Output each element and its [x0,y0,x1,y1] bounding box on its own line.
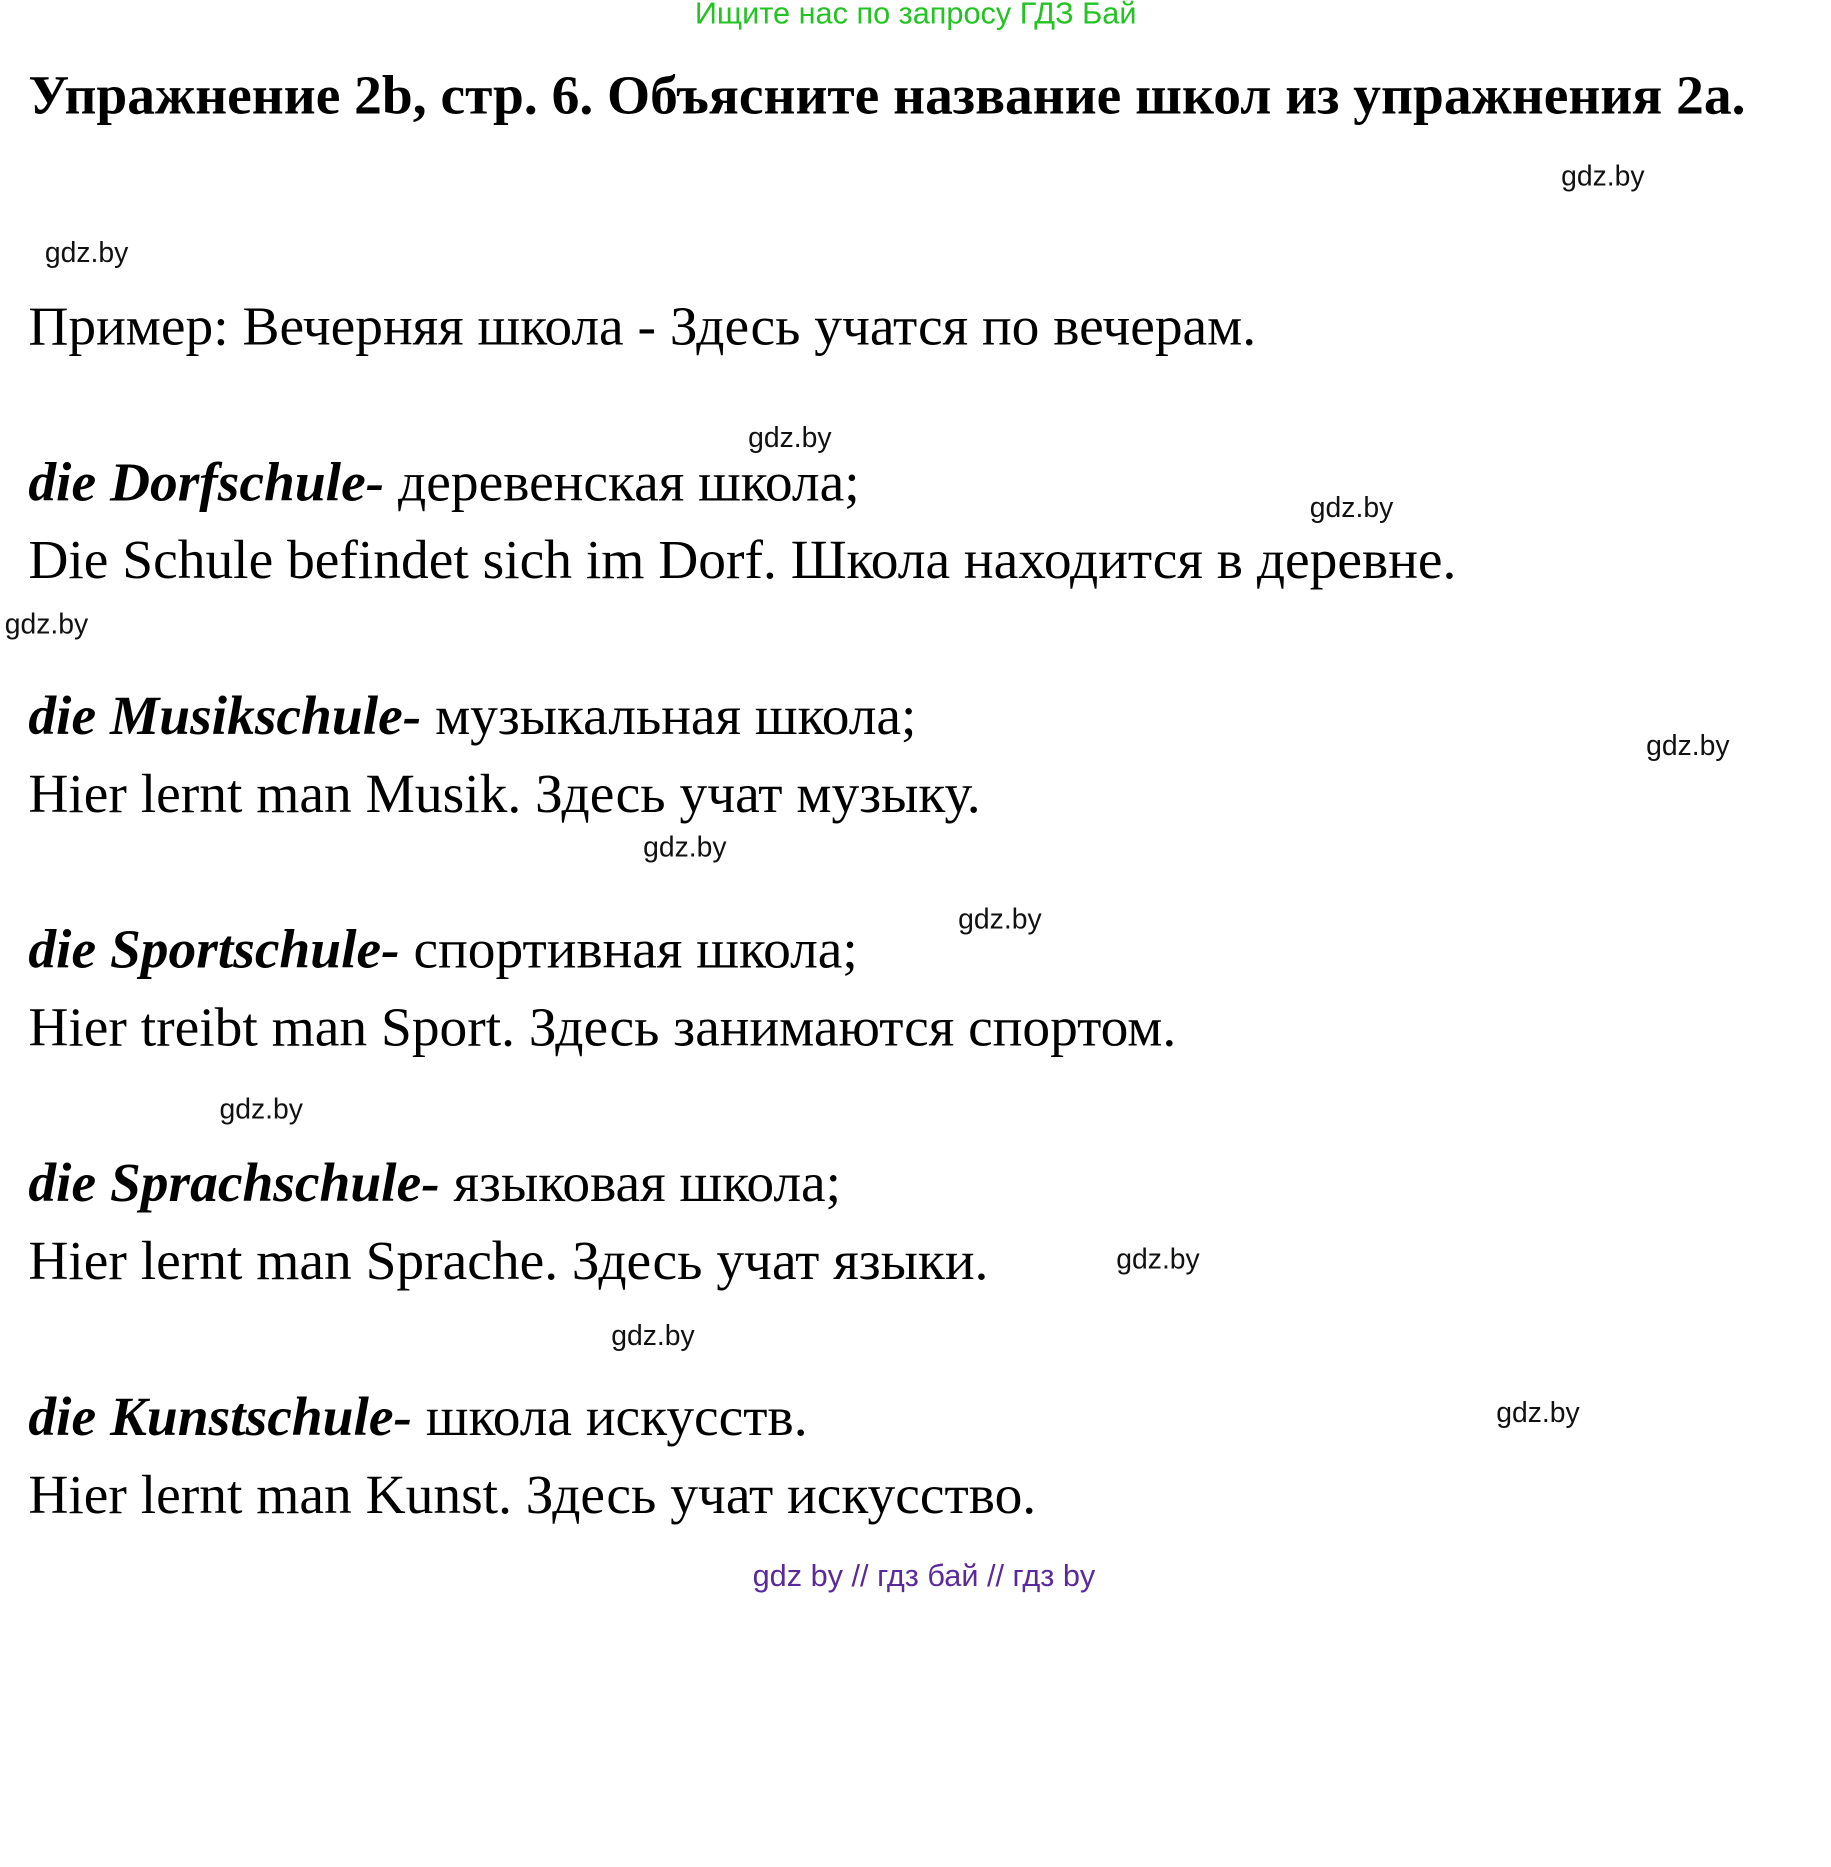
entry-explanation: Hier treibt man Sport. Здесь занимаются спортом. [28,997,1177,1059]
entry-term: die Sportschule- [28,919,400,981]
entry-term: die Musikschule- [28,685,422,747]
entry-term-line [28,451,859,515]
example-line: Пример: Вечерняя школа - Здесь учатся по вечерам. [28,296,1257,358]
footer-links: gdz by // гдз бай // гдз by [752,1557,1096,1593]
watermark: gdz.by [44,237,129,270]
watermark: gdz.by [219,1093,303,1126]
watermark: gdz.by [4,608,89,641]
watermark: gdz.by [1116,1243,1200,1276]
entry-translation: спортивная школа; [399,919,858,981]
entry-explanation: Die Schule befindet sich im Dorf. Школа находится в деревне. [28,529,1457,592]
entry-explanation: Hier lernt man Musik. Здесь учат музыку. [28,763,981,825]
search-banner: Ищите нас по запросу ГДЗ Бай [694,0,1137,31]
watermark: gdz.by [1496,1397,1580,1429]
watermark: gdz.by [1561,160,1645,193]
watermark: gdz.by [643,831,727,864]
entry-term: die Kunstschule- [28,1386,413,1448]
exercise-heading: Упражнение 2b, стр. 6. Объясните название школ из упражнения 2a. [28,64,1746,127]
entry-explanation: Hier lernt man Kunst. Здесь учат искусство. [28,1464,1037,1526]
watermark: gdz.by [1646,730,1730,763]
entry-term: die Dorfschule- [28,451,385,514]
entry-term-line [28,684,916,748]
entry-translation: деревенская школа; [384,451,860,514]
watermark: gdz.by [611,1320,695,1353]
entry-term-line [28,918,858,982]
entry-translation: школа искусств. [412,1386,808,1448]
watermark: gdz.by [1309,492,1394,524]
entry-term: die Sprachschule- [28,1152,440,1215]
watermark: gdz.by [958,903,1042,936]
watermark: gdz.by [748,422,832,455]
entry-translation: языковая школа; [439,1152,842,1215]
entry-explanation: Hier lernt man Sprache. Здесь учат языки. [28,1230,989,1293]
entry-translation: музыкальная школа; [421,685,917,747]
entry-term-line [28,1152,841,1216]
entry-term-line [28,1385,807,1449]
